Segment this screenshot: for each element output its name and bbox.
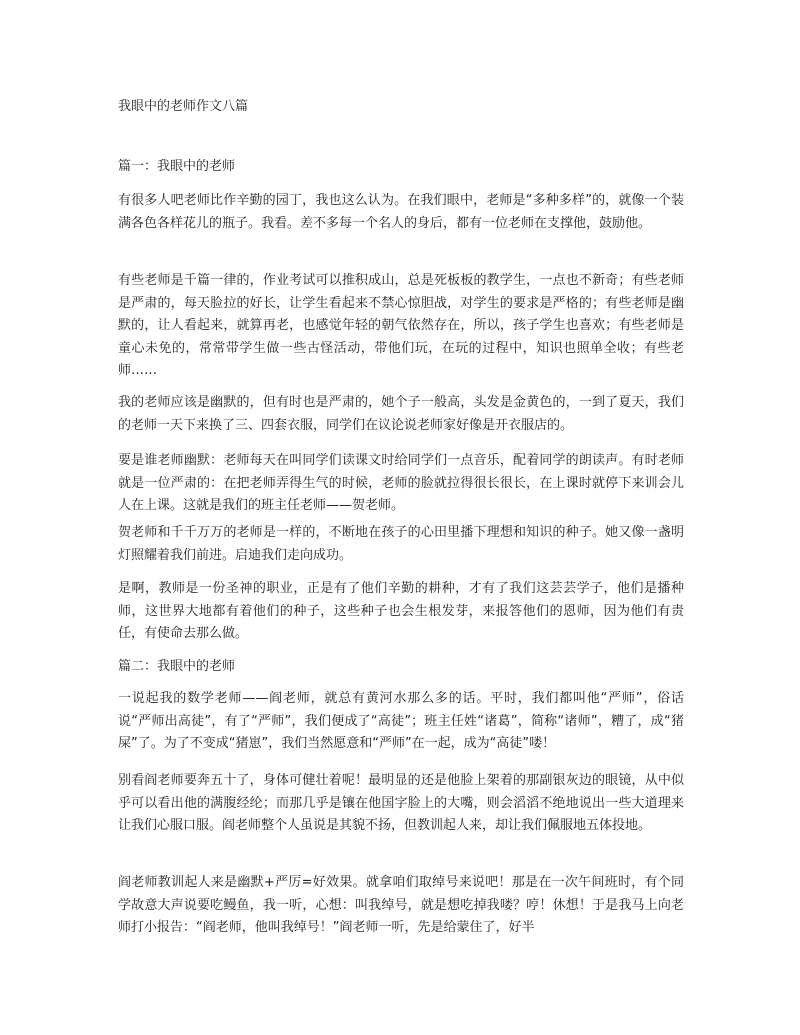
section-heading-2: 篇二：我眼中的老师: [118, 659, 236, 674]
paragraph: 一说起我的数学老师——阎老师，就总有黄河水那么多的话。平时，我们都叫他“严师”，俗话说“严师出高徒”，有了“严师”，我们便成了“高徒”；班主任姓“诸葛”，简称“诸师”，糟了，成“猪屎”了。为了不变成“猪崽”，我们当然愿意和“严师”在一起，成为“高徒”喽！: [118, 691, 684, 751]
section-heading-1: 篇一：我眼中的老师: [118, 159, 236, 174]
paragraph: 别看阎老师要奔五十了，身体可健壮着呢！最明显的还是他脸上架着的那副银灰边的眼镜，从中似乎可以看出他的满腹经纶；而那几乎是镶在他国字脸上的大嘴，则会滔滔不绝地说出一些大道理来让我们心服口服。阎老师整个人虽说是其貌不扬，但教训起人来，却让我们佩服地五体投地。: [118, 773, 684, 833]
paragraph: 贺老师和千千万万的老师是一样的，不断地在孩子的心田里播下理想和知识的种子。她又像一盏明灯照耀着我们前进。启迪我们走向成功。: [118, 525, 684, 563]
paragraph: 是啊，教师是一份圣神的职业，正是有了他们辛勤的耕种，才有了我们这芸芸学子，他们是播种师，这世界大地都有着他们的种子，这些种子也会生根发芽，来报答他们的恩师，因为他们有责任，有使命去那么做。: [118, 581, 684, 641]
document-page: [118, 0, 684, 1035]
paragraph: 阎老师教训起人来是幽默+严厉=好效果。就拿咱们取绰号来说吧！那是在一次午间班时，有个同学故意大声说要吃鳗鱼，我一听，心想：叫我绰号，就是想吃掉我喽？哼！休想！于是我马上向老师打小报告：“阎老师，他叫我绰号！”阎老师一听，先是给蒙住了，好半: [118, 875, 684, 935]
paragraph: 我的老师应该是幽默的，但有时也是严肃的，她个子一般高，头发是金黄色的，一到了夏天，我们的老师一天下来换了三、四套衣服，同学们在议论说老师家好像是开衣服店的。: [118, 395, 684, 433]
document-title: 我眼中的老师作文八篇: [118, 99, 249, 114]
paragraph: 有很多人吧老师比作辛勤的园丁，我也这么认为。在我们眼中，老师是“多种多样”的，就像一个装满各色各样花儿的瓶子。我看。差不多每一个名人的身后，都有一位老师在支撑他，鼓励他。: [118, 193, 684, 231]
paragraph: 要是谁老师幽默：老师每天在叫同学们读课文时给同学们一点音乐，配着同学的朗读声。有时老师就是一位严肃的：在把老师弄得生气的时候，老师的脸就拉得很长很长，在上课时就停下来训会儿人在上课。这就是我们的班主任老师——贺老师。: [118, 453, 684, 513]
paragraph: 有些老师是千篇一律的，作业考试可以推积成山，总是死板板的教学生，一点也不新奇；有些老师是严肃的，每天脸拉的好长，让学生看起来不禁心惊胆战，对学生的要求是严格的；有些老师是幽默的，让人看起来，就算再老，也感觉年轻的朝气依然存在，所以，孩子学生也喜欢；有些老师是童心未免的，常常带学生做一些古怪活动，带他们玩，在玩的过程中，知识也照单全收；有些老师……: [118, 273, 684, 378]
